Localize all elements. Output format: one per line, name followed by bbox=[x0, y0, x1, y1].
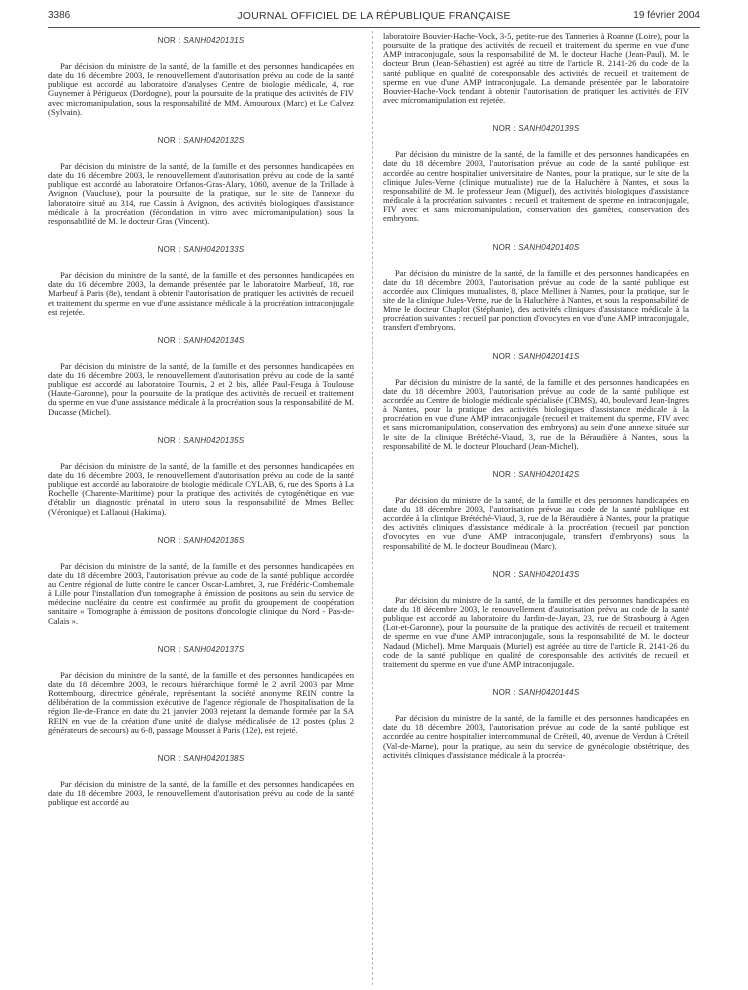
nor-reference: NOR : SANH0420134S bbox=[157, 335, 245, 345]
nor-code: SANH0420143S bbox=[518, 569, 580, 579]
notice-text: Par décision du ministre de la santé, de la famille et des personnes handicapées en date du 18 décembre 2003, l'autorisation prévue au code de la santé publique accordée au Centre régional de lutte contre le cancer Oscar-Lambret, 3, rue Frédéric-Combemale à Lille pour l'installation d'un tomographe à émission de positons au sein du service de médecine nucléaire du centre est confirmée au profit du groupement de coopération sanitaire « Tomographe à émission de positons d'oncologie clinique du Nord - Pas-de-Calais ». bbox=[48, 560, 354, 626]
notice-text: Par décision du ministre de la santé, de la famille et des personnes handicapées en date du 18 décembre 2003, l'autorisation prévue au code de la santé publique est accordée au centre hospitalier intercommunal de Créteil, 40, avenue de Verdun à Créteil (Val-de-Marne), pour la pratique, au sein du service de gynécologie obstétrique, des activités cliniques d'assistance médicale à la procréa- bbox=[383, 713, 689, 760]
notice bbox=[48, 645, 354, 735]
notice bbox=[383, 688, 689, 760]
notice bbox=[383, 570, 689, 669]
notice bbox=[48, 245, 354, 317]
nor-code: SANH0420137S bbox=[183, 644, 245, 654]
header-rule bbox=[48, 27, 700, 28]
notice-text: Par décision du ministre de la santé, de la famille et des personnes handicapées en date du 18 décembre 2003, l'autorisation prévue au code de la santé publique est accordée aux Cliniques mutualistes, 8, place Mellinet à Nantes, pour la pratique, sur le site de la clinique Jules-Verne, rue de la Haluchère à Nantes, et sous la responsabilité de Mme le docteur Chaplot (Stéphanie), des activités cliniques d'assistance médicale à la procréation suivantes : recueil par ponction d'ovocytes en vue d'une AMP intraconjugale, transfert d'embryons. bbox=[383, 267, 689, 333]
nor-code: SANH0420139S bbox=[518, 124, 580, 134]
nor-reference: NOR : SANH0420141S bbox=[492, 351, 580, 361]
notice-text: Par décision du ministre de la santé, de la famille et des personnes handicapées en date du 18 décembre 2003, le renouvellement d'autorisation prévu au code de la santé publique est accordé au bbox=[48, 778, 354, 808]
notice-continued bbox=[383, 32, 689, 105]
notice bbox=[48, 136, 354, 226]
column-separator bbox=[372, 31, 373, 985]
notice-text: Par décision du ministre de la santé, de la famille et des personnes handicapées en date du 18 décembre 2003, l'autorisation prévue au code de la santé publique est accordée à la clinique Brétéché-Viaud, 3, rue de la Béraudière à Nantes, pour la pratique des activités cliniques d'assistance médicale à la procréation (recueil par ponction d'ovocytes en vue d'une AMP intraconjugale, transfert d'embryons) sous la responsabilité de M. le docteur Boudineau (Marc). bbox=[383, 494, 689, 551]
running-header bbox=[0, 10, 748, 26]
notice-text: Par décision du ministre de la santé, de la famille et des personnes handicapées en date du 16 décembre 2003, le renouvellement d'autorisation prévu au code de la santé publique est accordé au laboratoire Tournis, 2 et 2 bis, allée Paul-Feuga à Toulouse (Haute-Garonne), pour la poursuite de la pratique des activités de recueil et traitement du sperme en vue d'une assistance médicale à la procréation sous la responsabilité de M. Ducasse (Michel). bbox=[48, 360, 354, 417]
notice bbox=[48, 336, 354, 417]
nor-code: SANH0420134S bbox=[183, 335, 245, 345]
notice bbox=[48, 436, 354, 517]
nor-reference: NOR : SANH0420135S bbox=[157, 435, 245, 445]
notice-text: Par décision du ministre de la santé, de la famille et des personnes handicapées en date du 16 décembre 2003, le renouvellement d'autorisation prévu au code de la santé publique est accordé au laboratoire d'analyses Centre de biologie médicale, 4, rue Guynemer à Périgueux (Dordogne), pour la poursuite de la pratique des activités de FIV avec micromanipulation, sous la responsabilité de MM. Amouroux (Marc) et Le Calvez (Sylvain). bbox=[48, 61, 354, 117]
right-column bbox=[383, 32, 689, 779]
nor-reference: NOR : SANH0420131S bbox=[157, 36, 245, 45]
notice bbox=[383, 243, 689, 333]
nor-reference: NOR : SANH0420132S bbox=[157, 135, 245, 145]
notice bbox=[383, 124, 689, 223]
nor-code: SANH0420142S bbox=[518, 469, 580, 479]
journal-title: JOURNAL OFFICIEL DE LA RÉPUBLIQUE FRANÇAISE bbox=[237, 10, 511, 22]
left-column bbox=[48, 36, 354, 826]
notice bbox=[383, 470, 689, 551]
nor-reference: NOR : SANH0420143S bbox=[492, 569, 580, 579]
nor-code: SANH0420132S bbox=[183, 135, 245, 145]
nor-reference: NOR : SANH0420137S bbox=[157, 644, 245, 654]
nor-reference: NOR : SANH0420140S bbox=[492, 242, 580, 252]
notice bbox=[48, 36, 354, 117]
nor-code: SANH0420135S bbox=[183, 435, 245, 445]
nor-reference: NOR : SANH0420136S bbox=[157, 535, 245, 545]
notice-text: laboratoire Bouvier-Hache-Vock, 3-5, petite-rue des Tanneries à Roanne (Loire), pour la poursuite de la pratique des activités de recueil et traitement du sperme en vue d'une AMP intraconjugale, sous la responsabilité de M. le docteur Hache (Jean-Paul). M. le docteur Brun (Jean-Sébastien) est agréé au titre de l'article R. 2141-26 du code de la santé publique en qualité de coresponsable des activités de recueil et traitement de sperme en vue d'une AMP intraconjugale. La demande présentée par le laboratoire Bouvier-Hache-Vock tendant à obtenir l'autorisation de pratiquer les activités de FIV avec micromanipulation est rejetée. bbox=[383, 31, 689, 106]
notice-text: Par décision du ministre de la santé, de la famille et des personnes handicapées en date du 18 décembre 2003, le recours hiérarchique formé le 2 avril 2003 par Mme Rottembourg, directrice générale, représentant la société anonyme REIN contre la délibération de la commission exécutive de l'agence régionale de l'hospitalisation de la région Ile-de-France en date du 21 janvier 2003 rejetant la demande formée par la SA REIN en vue de la création d'une unité de dialyse médicalisée de 12 postes (plus 2 générateurs de secours) au 6-8, passage Mousset à Paris (12e), est rejeté. bbox=[48, 669, 354, 735]
notice-text: Par décision du ministre de la santé, de la famille et des personnes handicapées en date du 16 décembre 2003, le renouvellement d'autorisation prévu au code de la santé publique est accordé au laboratoire de biologie médicale CYLAB, 6, rue des Sports à La Rochelle (Charente-Maritime) pour la pratique des activités de cytogénétique en vue d'établir un diagnostic prénatal in utero sous la responsabilité de Mmes Bellec (Véronique) et Lallaoui (Hakima). bbox=[48, 460, 354, 517]
nor-reference: NOR : SANH0420138S bbox=[157, 753, 245, 763]
nor-code: SANH0420133S bbox=[183, 245, 245, 255]
nor-code: SANH0420136S bbox=[183, 535, 245, 545]
notice bbox=[48, 754, 354, 807]
notice-text: Par décision du ministre de la santé, de la famille et des personnes handicapées en date du 18 décembre 2003, l'autorisation prévue au code de la santé publique est accordée au centre hospitalier universitaire de Nantes, pour la pratique, sur le site de la clinique Jules-Verne (clinique mutualiste) rue de la Haluchère à Nantes, et sous la responsabilité de M. le professeur Jean (Miguel), des activités biologiques d'assistance médicale à la procréation suivantes : recueil et traitement de sperme en intraconjugale, FIV avec et sans micromanipulation, conservation des gamètes, conservation des embryons. bbox=[383, 149, 689, 224]
notice bbox=[48, 536, 354, 626]
notice bbox=[383, 352, 689, 451]
notice-text: Par décision du ministre de la santé, de la famille et des personnes handicapées en date du 18 décembre 2003, le renouvellement d'autorisation prévu au code de la santé publique est accordé au laboratoire du Jardin-de-Jayan, 23, rue de Strasbourg à Agen (Lot-et-Garonne), pour la poursuite de la pratique des activités de recueil et traitement de sperme en vue d'une AMP intraconjugale, sous la responsabilité de M. le docteur Nadaud (Michel). Mme Marquais (Muriel) est agréée au titre de l'article R. 2141-26 du code de la santé publique en qualité de coresponsable des activités de recueil et traitement du sperme en vue d'une AMP intraconjugale. bbox=[383, 594, 689, 669]
page-number: 3386 bbox=[48, 10, 71, 21]
notice-text: Par décision du ministre de la santé, de la famille et des personnes handicapées en date du 18 décembre 2003, l'autorisation prévue au code de la santé publique est accordée au Centre de biologie médicale spécialisée (CBMS), 40, boulevard Jean-Ingres à Nantes, pour la pratique des activités biologiques d'assistance médicale à la procréation en vue d'une AMP intraconjugale (recueil et traitement du sperme, FIV avec et sans micromanipulation, conservation des embryons) au sein d'une annexe située sur le site de la clinique Brétéché-Viaud, 3, rue de la Béraudière à Nantes, sous la responsabilité de M. le docteur Plouchard (Jean-Michel). bbox=[383, 376, 689, 451]
notice-text: Par décision du ministre de la santé, de la famille et des personnes handicapées en date du 16 décembre 2003, la demande présentée par le laboratoire Marbeuf, 18, rue Marbeuf à Paris (8e), tendant à obtenir l'autorisation de pratiquer les activités de recueil et traitement du sperme en vue d'une assistance médicale à la procréation intraconjugale est rejetée. bbox=[48, 270, 354, 317]
nor-code: SANH0420144S bbox=[518, 688, 580, 698]
nor-reference: NOR : SANH0420144S bbox=[492, 688, 580, 698]
nor-code: SANH0420141S bbox=[518, 351, 580, 361]
nor-reference: NOR : SANH0420139S bbox=[492, 124, 580, 134]
nor-reference: NOR : SANH0420133S bbox=[157, 245, 245, 255]
nor-code: SANH0420131S bbox=[183, 36, 245, 45]
notice-text: Par décision du ministre de la santé, de la famille et des personnes handicapées en date du 16 décembre 2003, le renouvellement d'autorisation prévu au code de la santé publique est accordé au laboratoire Orfanos-Gras-Alary, 1060, avenue de la Trillade à Avignon (Vaucluse), pour la poursuite de la pratique, sur le site de l'annexe du laboratoire situé au 314, rue Cassin à Avignon, des activités biologiques d'assistance médicale à la procréation (fécondation in vitro avec micromanipulation) sous la responsabilité de M. le docteur Gras (Vincent). bbox=[48, 160, 354, 226]
nor-code: SANH0420138S bbox=[183, 753, 245, 763]
nor-reference: NOR : SANH0420142S bbox=[492, 469, 580, 479]
issue-date: 19 février 2004 bbox=[633, 10, 700, 21]
nor-code: SANH0420140S bbox=[518, 242, 580, 252]
